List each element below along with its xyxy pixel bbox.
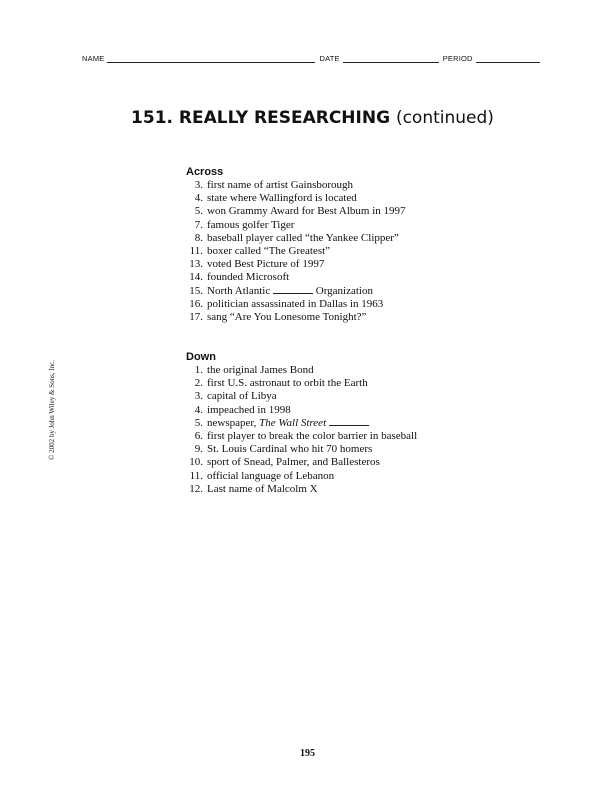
clue-text: capital of Libya	[207, 390, 277, 403]
clue-number: 3.	[194, 179, 203, 191]
page-title	[0, 108, 605, 128]
across-clue	[186, 271, 486, 284]
clue-text: baseball player called “the Yankee Clipper”	[207, 231, 399, 244]
clue-number: 11.	[189, 245, 203, 258]
clue-number: 12.	[189, 482, 203, 495]
clue-text: sang “Are You Lonesome Tonight?”	[207, 311, 367, 324]
clue-text: state where Wallingford is located	[207, 192, 357, 205]
down-clue	[186, 390, 486, 403]
clue-number: 9.	[194, 443, 203, 456]
answer-blank	[329, 417, 369, 426]
clue-text: politician assassinated in Dallas in 1963	[207, 297, 384, 310]
clue-text: won Grammy Award for Best Album in 1997	[207, 205, 406, 218]
clue-number: 10.	[189, 456, 203, 469]
clue-text: the original James Bond	[207, 364, 314, 376]
clue-text: Organization	[315, 284, 373, 297]
clue-text: St. Louis Cardinal who hit 70 homers	[207, 443, 373, 456]
clue-number: 4.	[194, 192, 203, 205]
title-main: 151. REALLY RESEARCHING	[131, 108, 391, 128]
clue-text: impeached in 1998	[207, 403, 291, 416]
period-blank	[476, 55, 540, 63]
down-clue-list	[186, 364, 486, 496]
clue-number: 16.	[189, 297, 203, 310]
clue-number: 5.	[194, 205, 203, 218]
clue-number: 14.	[189, 271, 203, 284]
down-heading: Down	[186, 351, 216, 363]
across-clue	[186, 245, 486, 258]
down-clue	[186, 417, 486, 430]
across-clue	[186, 219, 486, 232]
clue-text: official language of Lebanon	[207, 469, 335, 482]
clue-text: sport of Snead, Palmer, and Ballesteros	[207, 456, 380, 469]
clue-number: 5.	[194, 416, 203, 429]
answer-blank	[273, 285, 313, 294]
down-clue	[186, 456, 486, 469]
date-blank	[343, 55, 439, 63]
clue-number: 7.	[194, 218, 203, 231]
down-clue	[186, 377, 486, 390]
clue-text: newspaper,	[207, 416, 257, 429]
clue-number: 6.	[194, 430, 203, 443]
clue-number: 2.	[194, 377, 203, 390]
across-heading: Across	[186, 166, 224, 178]
clue-number: 8.	[194, 231, 203, 244]
across-clue	[186, 179, 486, 192]
clue-number: 13.	[189, 258, 203, 271]
down-clue	[186, 470, 486, 483]
page-number: 195	[300, 748, 315, 759]
clue-text: founded Microsoft	[207, 271, 290, 284]
title-suffix: (continued)	[395, 108, 494, 128]
clue-text: voted Best Picture of 1997	[207, 258, 325, 271]
clue-number: 3.	[194, 390, 203, 403]
clue-text: Last name of Malcolm X	[207, 482, 318, 495]
name-blank	[107, 55, 315, 63]
down-section	[186, 351, 486, 496]
clue-number: 15.	[189, 284, 203, 297]
date-label: DATE	[319, 54, 340, 63]
copyright-notice: © 2002 by John Wiley & Sons, Inc.	[48, 360, 56, 460]
across-clue	[186, 232, 486, 245]
down-clue	[186, 404, 486, 417]
across-clue	[186, 258, 486, 271]
across-clue	[186, 311, 486, 324]
clue-italic-text: The Wall Street	[259, 416, 327, 429]
across-clue	[186, 298, 486, 311]
student-info-header	[82, 54, 552, 63]
across-clue	[186, 285, 486, 298]
down-clue	[186, 443, 486, 456]
across-clue-list	[186, 179, 486, 324]
across-clue	[186, 192, 486, 205]
across-section	[186, 166, 486, 324]
name-label: NAME	[82, 54, 105, 63]
across-clue	[186, 205, 486, 218]
down-clue	[186, 364, 486, 377]
clue-number: 17.	[189, 311, 203, 324]
clue-number: 1.	[194, 364, 203, 376]
clue-text: famous golfer Tiger	[207, 218, 295, 231]
clue-number: 4.	[194, 403, 203, 416]
clue-text: first name of artist Gainsborough	[207, 179, 354, 191]
clue-text: first player to break the color barrier in baseball	[207, 430, 418, 443]
down-clue	[186, 483, 486, 496]
clue-text: first U.S. astronaut to orbit the Earth	[207, 377, 368, 390]
down-clue	[186, 430, 486, 443]
period-label: PERIOD	[442, 54, 473, 63]
clue-text: North Atlantic	[207, 284, 271, 297]
clue-number: 11.	[189, 469, 203, 482]
clue-text: boxer called “The Greatest”	[207, 245, 331, 258]
